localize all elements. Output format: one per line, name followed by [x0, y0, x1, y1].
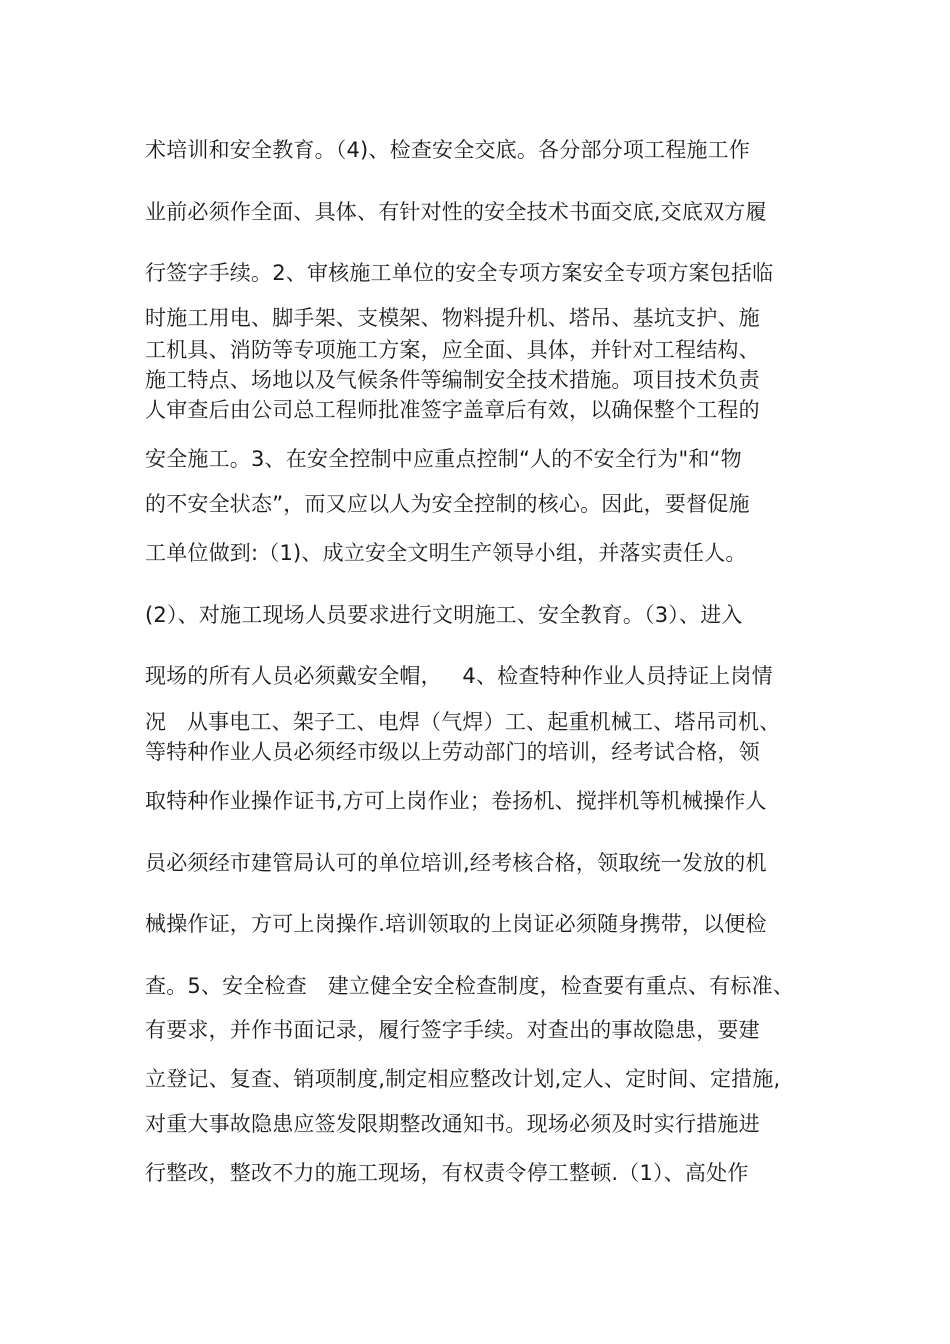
text-line: 安全施工。3、在安全控制中应重点控制“人的不安全行为"和“物 — [145, 447, 742, 471]
text-line: 取特种作业操作证书,方可上岗作业；卷扬机、搅拌机等机械操作人 — [145, 789, 767, 813]
text-line: 对重大事故隐患应签发限期整改通知书。现场必须及时实行措施进 — [145, 1112, 760, 1136]
text-line: 的不安全状态”，而又应以人为安全控制的核心。因此，要督促施 — [145, 492, 750, 516]
text-line: 现场的所有人员必须戴安全帽， 4、检查特种作业人员持证上岗情 — [145, 664, 773, 688]
text-line: 员必须经市建管局认可的单位培训,经考核合格，领取统一发放的机 — [145, 851, 767, 875]
text-line: 人审查后由公司总工程师批准签字盖章后有效，以确保整个工程的 — [145, 398, 760, 422]
text-line: 等特种作业人员必须经市级以上劳动部门的培训，经考试合格，领 — [145, 740, 760, 764]
text-line: 行整改，整改不力的施工现场，有权责令停工整顿.（1）、高处作 — [145, 1161, 749, 1185]
text-line: (2）、对施工现场人员要求进行文明施工、安全教育。（3）、进入 — [145, 603, 743, 627]
text-line: 工单位做到:（1)、成立安全文明生产领导小组，并落实责任人。 — [145, 541, 747, 565]
text-line: 工机具、消防等专项施工方案，应全面、具体，并针对工程结构、 — [145, 338, 760, 362]
text-line: 立登记、复查、销项制度,制定相应整改计划,定人、定时间、定措施, — [145, 1067, 781, 1091]
text-line: 术培训和安全教育。（4)、检查安全交底。各分部分项工程施工作 — [145, 138, 751, 162]
text-line: 况 从事电工、架子工、电焊（气焊）工、起重机械工、塔吊司机、 — [145, 710, 781, 734]
text-line: 械操作证，方可上岗操作.培训领取的上岗证必须随身携带，以便检 — [145, 912, 767, 936]
text-line: 行签字手续。2、审核施工单位的安全专项方案安全专项方案包括临 — [145, 261, 774, 285]
text-line: 时施工用电、脚手架、支模架、物料提升机、塔吊、基坑支护、施 — [145, 306, 760, 330]
text-line: 查。5、安全检查 建立健全安全检查制度，检查要有重点、有标准、 — [145, 974, 794, 998]
text-line: 业前必须作全面、具体、有针对性的安全技术书面交底,交底双方履 — [145, 200, 767, 224]
text-line: 有要求，并作书面记录，履行签字手续。对查出的事故隐患，要建 — [145, 1018, 760, 1042]
text-line: 施工特点、场地以及气候条件等编制安全技术措施。项目技术负责 — [145, 368, 760, 392]
